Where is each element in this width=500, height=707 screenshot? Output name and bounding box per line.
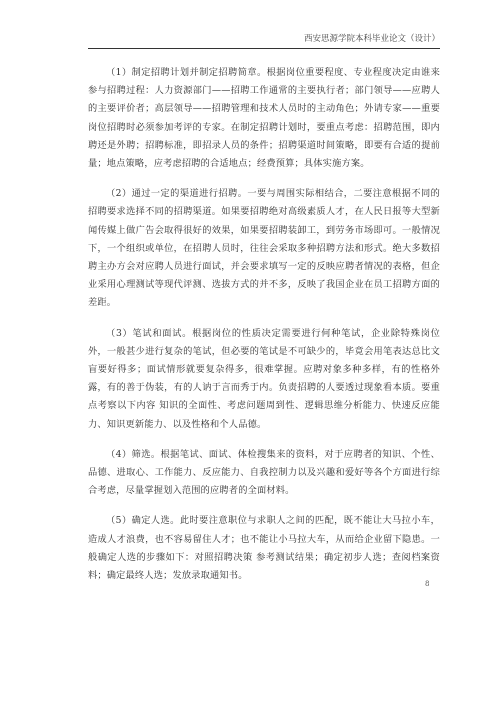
paragraph-3: （3）笔试和面试。根据岗位的性质决定需要进行何种笔试，企业除特殊岗位外，一般甚少进行复杂的笔试，但必要的笔试是不可缺少的，毕竟会用笔表达总比文盲要好得多；面试情形就要复杂得多，很难掌握。应聘对象多种多样，有的性格外露，有的善于伪装，有的人讷于言而秀于内。负责招聘的人要透过现象看本质。要重点考察以下内容 知识的全面性、考虑问题周到性、逻辑思维分析能力、快速反应能力、知识更新能力、以及性格和个人品德。 <box>88 327 440 430</box>
body-content <box>88 64 440 597</box>
paragraph-2: （2）通过一定的渠道进行招聘。一要与周围实际相结合，二要注意根据不同的招聘要求选择不同的招聘渠道。如果要招聘绝对高级素质人才，在人民日报等大型新闻传媒上做广告会取得很好的效果，如果要招聘装卸工，到劳务市场即可。一般情况下，一个组织或单位，在招聘人员时，往往会采取多种招聘方法和形式。绝大多数招聘主办方会对应聘人员进行面试，并会要求填写一定的反映应聘者情况的表格，但企业采用心理测试等现代评测、选拔方式的并不多，反映了我国企业在员工招聘方面的差距。 <box>88 188 440 309</box>
paragraph-1: （1）制定招聘计划并制定招聘简章。根据岗位重要程度、专业程度决定由谁来参与招聘过程：人力资源部门——招聘工作通常的主要执行者；部门领导——应聘人的主要评价者；高层领导——招聘管理和技术人员时的主动角色；外请专家——重要岗位招聘时必须参加考评的专家。在制定招聘计划时，要重点考虑：招聘范围，即内聘还是外聘；招聘标准，即招录人员的条件；招聘渠道时间策略，即要有合适的提前量；地点策略，应考虑招聘的合适地点；经费预算；具体实施方案。 <box>88 67 440 170</box>
header-title: 西安思源学院本科毕业论文（设计） <box>303 34 440 44</box>
page-header <box>88 30 440 49</box>
paragraph-4: （4）筛选。根据笔试、面试、体检搜集来的资料，对于应聘者的知识、个性、品德、进取心、工作能力、反应能力、自我控制力以及兴趣和爱好等各个方面进行综合考虑，尽量掌握划入范围的应聘者的全面材料。 <box>88 448 440 497</box>
page-number: 8 <box>425 580 430 588</box>
paragraph-5: （5）确定人选。此时要注意职位与求职人之间的匹配，既不能让大马拉小车，造成人才浪费，也不容易留住人才；也不能让小马拉大车，从而给企业留下隐患。一般确定人选的步骤如下：对照招聘决策 参考测试结果；确定初步人选；查阅档案资料；确定最终人选；发放录取通知书。 <box>88 515 440 582</box>
